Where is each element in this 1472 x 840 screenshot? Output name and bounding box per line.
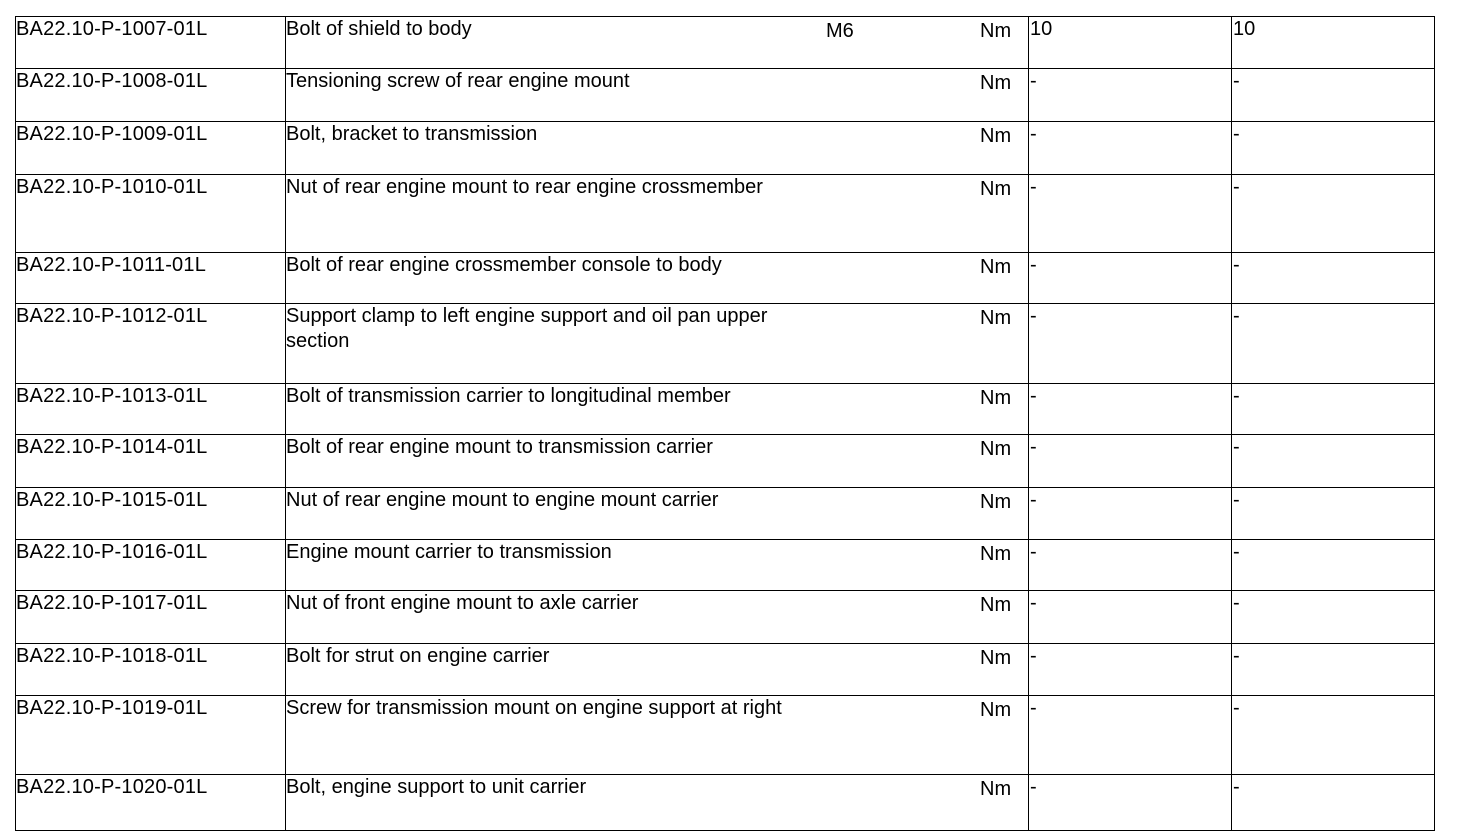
unit-label: Nm (980, 699, 1012, 721)
table-row (16, 775, 1435, 831)
description-cell (286, 540, 1029, 591)
unit-label: Nm (980, 778, 1012, 800)
description-cell (286, 644, 1029, 696)
value-2: - (1233, 489, 1240, 511)
unit-label: Nm (980, 491, 1012, 513)
value-2: - (1233, 123, 1240, 145)
unit-label: Nm (980, 387, 1012, 409)
value-column-1-cell (1029, 644, 1232, 696)
procedure-code-cell (16, 69, 286, 122)
value-column-2-cell (1232, 69, 1435, 122)
value-column-2-cell (1232, 488, 1435, 540)
description-text: Engine mount carrier to transmission (286, 541, 612, 563)
unit-label: Nm (980, 125, 1012, 147)
value-2: - (1233, 592, 1240, 614)
value-column-1-cell (1029, 540, 1232, 591)
description-text: Tensioning screw of rear engine mount (286, 70, 630, 92)
description-cell (286, 591, 1029, 644)
value-2: - (1233, 541, 1240, 563)
procedure-code-cell (16, 775, 286, 831)
value-1: - (1030, 176, 1037, 198)
procedure-code-cell (16, 540, 286, 591)
value-1: - (1030, 776, 1037, 798)
description-cell (286, 122, 1029, 175)
table-row (16, 540, 1435, 591)
value-1: - (1030, 645, 1037, 667)
procedure-code: BA22.10-P-1010-01L (16, 176, 208, 198)
value-column-1-cell (1029, 775, 1232, 831)
value-2: - (1233, 436, 1240, 458)
value-2: - (1233, 176, 1240, 198)
table-row (16, 122, 1435, 175)
procedure-code-cell (16, 253, 286, 304)
description-cell (286, 488, 1029, 540)
table-row (16, 488, 1435, 540)
value-1: - (1030, 697, 1037, 719)
table-row (16, 644, 1435, 696)
value-column-2-cell (1232, 384, 1435, 435)
value-2: - (1233, 305, 1240, 327)
description-cell (286, 384, 1029, 435)
description-text: Support clamp to left engine support and oil pan upper section (286, 305, 768, 352)
value-column-2-cell (1232, 175, 1435, 253)
value-column-1-cell (1029, 488, 1232, 540)
description-cell (286, 435, 1029, 488)
procedure-code-cell (16, 17, 286, 69)
procedure-code-cell (16, 488, 286, 540)
table-row (16, 384, 1435, 435)
value-1: - (1030, 254, 1037, 276)
unit-label: Nm (980, 20, 1012, 42)
procedure-code-cell (16, 435, 286, 488)
value-column-1-cell (1029, 384, 1232, 435)
procedure-code: BA22.10-P-1014-01L (16, 436, 208, 458)
unit-label: Nm (980, 72, 1012, 94)
value-2: - (1233, 645, 1240, 667)
value-column-2-cell (1232, 696, 1435, 775)
procedure-code-cell (16, 644, 286, 696)
unit-label: Nm (980, 647, 1012, 669)
value-column-2-cell (1232, 775, 1435, 831)
description-text: Bolt for strut on engine carrier (286, 645, 550, 667)
description-cell (286, 17, 1029, 69)
unit-label: Nm (980, 307, 1012, 329)
table-row (16, 69, 1435, 122)
value-2: - (1233, 776, 1240, 798)
value-1: - (1030, 385, 1037, 407)
value-column-2-cell (1232, 17, 1435, 69)
description-text: Bolt of transmission carrier to longitudinal member (286, 385, 731, 407)
value-1: - (1030, 592, 1037, 614)
value-column-2-cell (1232, 122, 1435, 175)
thread-size: M6 (826, 20, 854, 42)
value-column-1-cell (1029, 122, 1232, 175)
table-row (16, 175, 1435, 253)
procedure-code-cell (16, 591, 286, 644)
value-column-1-cell (1029, 304, 1232, 384)
value-column-2-cell (1232, 435, 1435, 488)
table-row (16, 253, 1435, 304)
description-cell (286, 253, 1029, 304)
value-1: - (1030, 489, 1037, 511)
procedure-code: BA22.10-P-1008-01L (16, 70, 208, 92)
unit-label: Nm (980, 594, 1012, 616)
procedure-code: BA22.10-P-1007-01L (16, 18, 208, 40)
value-1: - (1030, 70, 1037, 92)
value-column-1-cell (1029, 435, 1232, 488)
procedure-code: BA22.10-P-1017-01L (16, 592, 208, 614)
procedure-code: BA22.10-P-1020-01L (16, 776, 208, 798)
procedure-code-cell (16, 175, 286, 253)
description-text: Nut of rear engine mount to engine mount carrier (286, 489, 719, 511)
value-column-1-cell (1029, 253, 1232, 304)
value-2: - (1233, 385, 1240, 407)
value-column-1-cell (1029, 69, 1232, 122)
description-text: Bolt, bracket to transmission (286, 123, 538, 145)
unit-label: Nm (980, 178, 1012, 200)
procedure-code: BA22.10-P-1015-01L (16, 489, 208, 511)
value-1: - (1030, 436, 1037, 458)
description-cell (286, 775, 1029, 831)
description-cell (286, 696, 1029, 775)
value-column-2-cell (1232, 304, 1435, 384)
value-1: - (1030, 305, 1037, 327)
value-column-2-cell (1232, 540, 1435, 591)
description-text: Screw for transmission mount on engine support at right (286, 697, 782, 719)
value-column-2-cell (1232, 644, 1435, 696)
procedure-code-cell (16, 122, 286, 175)
description-text: Bolt, engine support to unit carrier (286, 776, 587, 798)
unit-label: Nm (980, 543, 1012, 565)
value-1: - (1030, 123, 1037, 145)
procedure-code: BA22.10-P-1018-01L (16, 645, 208, 667)
procedure-code-cell (16, 696, 286, 775)
table-row (16, 435, 1435, 488)
description-cell (286, 175, 1029, 253)
value-2: - (1233, 254, 1240, 276)
description-text: Bolt of shield to body (286, 18, 472, 40)
procedure-code-cell (16, 304, 286, 384)
procedure-code: BA22.10-P-1012-01L (16, 305, 208, 327)
description-text: Bolt of rear engine mount to transmission carrier (286, 436, 713, 458)
unit-label: Nm (980, 256, 1012, 278)
procedure-code: BA22.10-P-1013-01L (16, 385, 208, 407)
value-2: - (1233, 697, 1240, 719)
description-text: Nut of front engine mount to axle carrier (286, 592, 639, 614)
procedure-code-cell (16, 384, 286, 435)
description-text: Nut of rear engine mount to rear engine crossmember (286, 176, 763, 198)
table-row (16, 17, 1435, 69)
description-cell (286, 304, 1029, 384)
value-column-1-cell (1029, 175, 1232, 253)
value-2: 10 (1233, 18, 1256, 40)
table-row (16, 591, 1435, 644)
value-column-1-cell (1029, 696, 1232, 775)
value-column-1-cell (1029, 17, 1232, 69)
description-text: Bolt of rear engine crossmember console to body (286, 254, 722, 276)
value-2: - (1233, 70, 1240, 92)
procedure-code: BA22.10-P-1016-01L (16, 541, 208, 563)
torque-spec-table-body (16, 17, 1435, 831)
value-1: - (1030, 541, 1037, 563)
value-1: 10 (1030, 18, 1053, 40)
procedure-code: BA22.10-P-1009-01L (16, 123, 208, 145)
unit-label: Nm (980, 438, 1012, 460)
value-column-1-cell (1029, 591, 1232, 644)
table-row (16, 304, 1435, 384)
value-column-2-cell (1232, 253, 1435, 304)
procedure-code: BA22.10-P-1019-01L (16, 697, 208, 719)
torque-spec-table (15, 16, 1435, 831)
table-row (16, 696, 1435, 775)
value-column-2-cell (1232, 591, 1435, 644)
description-cell (286, 69, 1029, 122)
procedure-code: BA22.10-P-1011-01L (16, 254, 207, 276)
